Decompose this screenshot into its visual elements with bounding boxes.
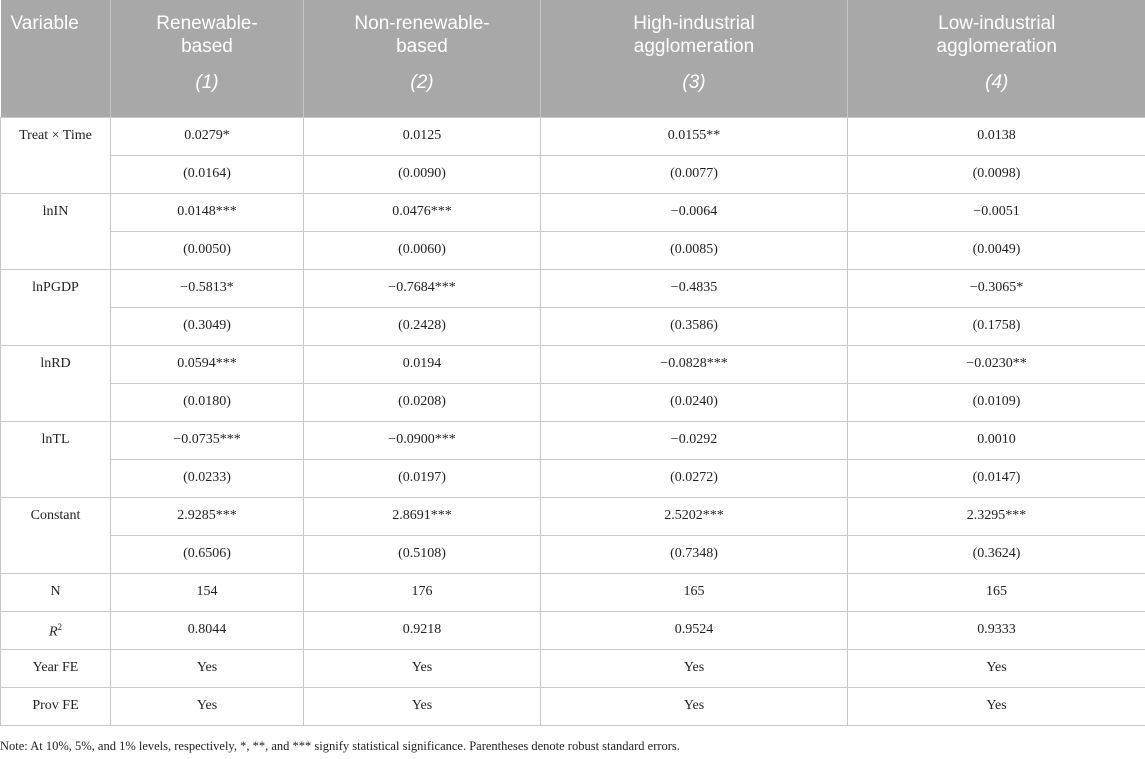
- header-blank: [1, 67, 111, 117]
- row-label: lnTL: [1, 421, 111, 497]
- stat-cell: Yes: [111, 649, 304, 687]
- coef-cell: 0.0010: [848, 421, 1145, 459]
- stat-label-main: R: [48, 624, 58, 640]
- stat-label: Prov FE: [1, 687, 111, 725]
- header-col-1-num: (1): [111, 67, 304, 117]
- coef-cell: 0.0594***: [111, 345, 304, 383]
- stat-cell: 165: [848, 573, 1145, 611]
- coef-cell: 0.0194: [304, 345, 541, 383]
- header-col-4-title-line: agglomeration: [936, 36, 1057, 57]
- coef-cell: −0.0051: [848, 193, 1145, 231]
- table-row: [1, 459, 1145, 497]
- header-col-4-num: (4): [848, 67, 1145, 117]
- table-row: [1, 231, 1145, 269]
- stat-cell: 0.9333: [848, 611, 1145, 649]
- header-col-3-title: [541, 0, 848, 67]
- coef-cell: −0.0230**: [848, 345, 1145, 383]
- coef-cell: 0.0476***: [304, 193, 541, 231]
- header-variable: Variable: [1, 0, 111, 67]
- row-label: Constant: [1, 497, 111, 573]
- stat-cell: Yes: [848, 687, 1145, 725]
- se-cell: (0.0109): [848, 383, 1145, 421]
- stat-cell: Yes: [304, 687, 541, 725]
- row-label: lnRD: [1, 345, 111, 421]
- coef-cell: −0.7684***: [304, 269, 541, 307]
- table-row: [1, 611, 1145, 649]
- stat-cell: 176: [304, 573, 541, 611]
- header-col-4-title: [848, 0, 1145, 67]
- coef-cell: 2.3295***: [848, 497, 1145, 535]
- stat-cell: Yes: [304, 649, 541, 687]
- stat-cell: Yes: [541, 687, 848, 725]
- se-cell: (0.0208): [304, 383, 541, 421]
- coef-cell: −0.0064: [541, 193, 848, 231]
- se-cell: (0.0240): [541, 383, 848, 421]
- stat-cell: 0.9524: [541, 611, 848, 649]
- se-cell: (0.7348): [541, 535, 848, 573]
- table-note: Note: At 10%, 5%, and 1% levels, respectively, *, **, and *** signify statistical significance. Parentheses denote robust standard errors.: [0, 739, 680, 753]
- table-row: [1, 155, 1145, 193]
- se-cell: (0.0180): [111, 383, 304, 421]
- header-col-3-num: (3): [541, 67, 848, 117]
- se-cell: (0.0049): [848, 231, 1145, 269]
- stat-cell: Yes: [541, 649, 848, 687]
- coef-cell: −0.0828***: [541, 345, 848, 383]
- stat-cell: 154: [111, 573, 304, 611]
- coef-cell: 0.0279*: [111, 117, 304, 155]
- table-row: [1, 383, 1145, 421]
- se-cell: (0.2428): [304, 307, 541, 345]
- coef-cell: 2.9285***: [111, 497, 304, 535]
- se-cell: (0.6506): [111, 535, 304, 573]
- se-cell: (0.0098): [848, 155, 1145, 193]
- stat-cell: Yes: [848, 649, 1145, 687]
- coef-cell: −0.5813*: [111, 269, 304, 307]
- coef-cell: 2.8691***: [304, 497, 541, 535]
- table-row: [1, 193, 1145, 231]
- stat-label: N: [1, 573, 111, 611]
- header-col-2-title-line: Non-renewable-: [354, 13, 490, 34]
- se-cell: (0.0050): [111, 231, 304, 269]
- table-row: [1, 421, 1145, 459]
- header-col-2-title-line: based: [396, 36, 448, 57]
- stat-cell: 165: [541, 573, 848, 611]
- se-cell: (0.3049): [111, 307, 304, 345]
- se-cell: (0.0090): [304, 155, 541, 193]
- se-cell: (0.5108): [304, 535, 541, 573]
- table-body: [1, 117, 1145, 725]
- coef-cell: −0.0900***: [304, 421, 541, 459]
- header-number-row: [1, 67, 1145, 117]
- header-row: [1, 0, 1145, 67]
- se-cell: (0.0147): [848, 459, 1145, 497]
- se-cell: (0.0164): [111, 155, 304, 193]
- row-label: Treat × Time: [1, 117, 111, 193]
- table-row: [1, 687, 1145, 725]
- coef-cell: 0.0138: [848, 117, 1145, 155]
- coef-cell: −0.0735***: [111, 421, 304, 459]
- se-cell: (0.0060): [304, 231, 541, 269]
- se-cell: (0.3624): [848, 535, 1145, 573]
- stat-label: [1, 611, 111, 649]
- table-row: [1, 497, 1145, 535]
- header-col-1-title-line: Renewable-: [156, 13, 258, 34]
- se-cell: (0.3586): [541, 307, 848, 345]
- se-cell: (0.0077): [541, 155, 848, 193]
- se-cell: (0.0197): [304, 459, 541, 497]
- coef-cell: −0.0292: [541, 421, 848, 459]
- coef-cell: 0.0125: [304, 117, 541, 155]
- table-row: [1, 307, 1145, 345]
- table-row: [1, 269, 1145, 307]
- header-col-1-title-line: based: [181, 36, 233, 57]
- coef-cell: −0.4835: [541, 269, 848, 307]
- coef-cell: 0.0148***: [111, 193, 304, 231]
- header-col-4-title-line: Low-industrial: [938, 13, 1056, 34]
- coef-cell: −0.3065*: [848, 269, 1145, 307]
- stat-cell: 0.9218: [304, 611, 541, 649]
- table-row: [1, 649, 1145, 687]
- header-col-2-num: (2): [304, 67, 541, 117]
- header-col-2-title: [304, 0, 541, 67]
- table-row: [1, 535, 1145, 573]
- row-label: lnIN: [1, 193, 111, 269]
- coef-cell: 0.0155**: [541, 117, 848, 155]
- stat-cell: 0.8044: [111, 611, 304, 649]
- stat-cell: Yes: [111, 687, 304, 725]
- header-col-3-title-line: agglomeration: [633, 36, 755, 57]
- header-col-1-title: [111, 0, 304, 67]
- header-col-3-title-line: High-industrial: [633, 13, 755, 34]
- se-cell: (0.0272): [541, 459, 848, 497]
- row-label: lnPGDP: [1, 269, 111, 345]
- stat-label: Year FE: [1, 649, 111, 687]
- se-cell: (0.0233): [111, 459, 304, 497]
- se-cell: (0.1758): [848, 307, 1145, 345]
- se-cell: (0.0085): [541, 231, 848, 269]
- coef-cell: 2.5202***: [541, 497, 848, 535]
- stat-label-sup: 2: [57, 621, 63, 632]
- table-row: [1, 117, 1145, 155]
- table-row: [1, 345, 1145, 383]
- table-row: [1, 573, 1145, 611]
